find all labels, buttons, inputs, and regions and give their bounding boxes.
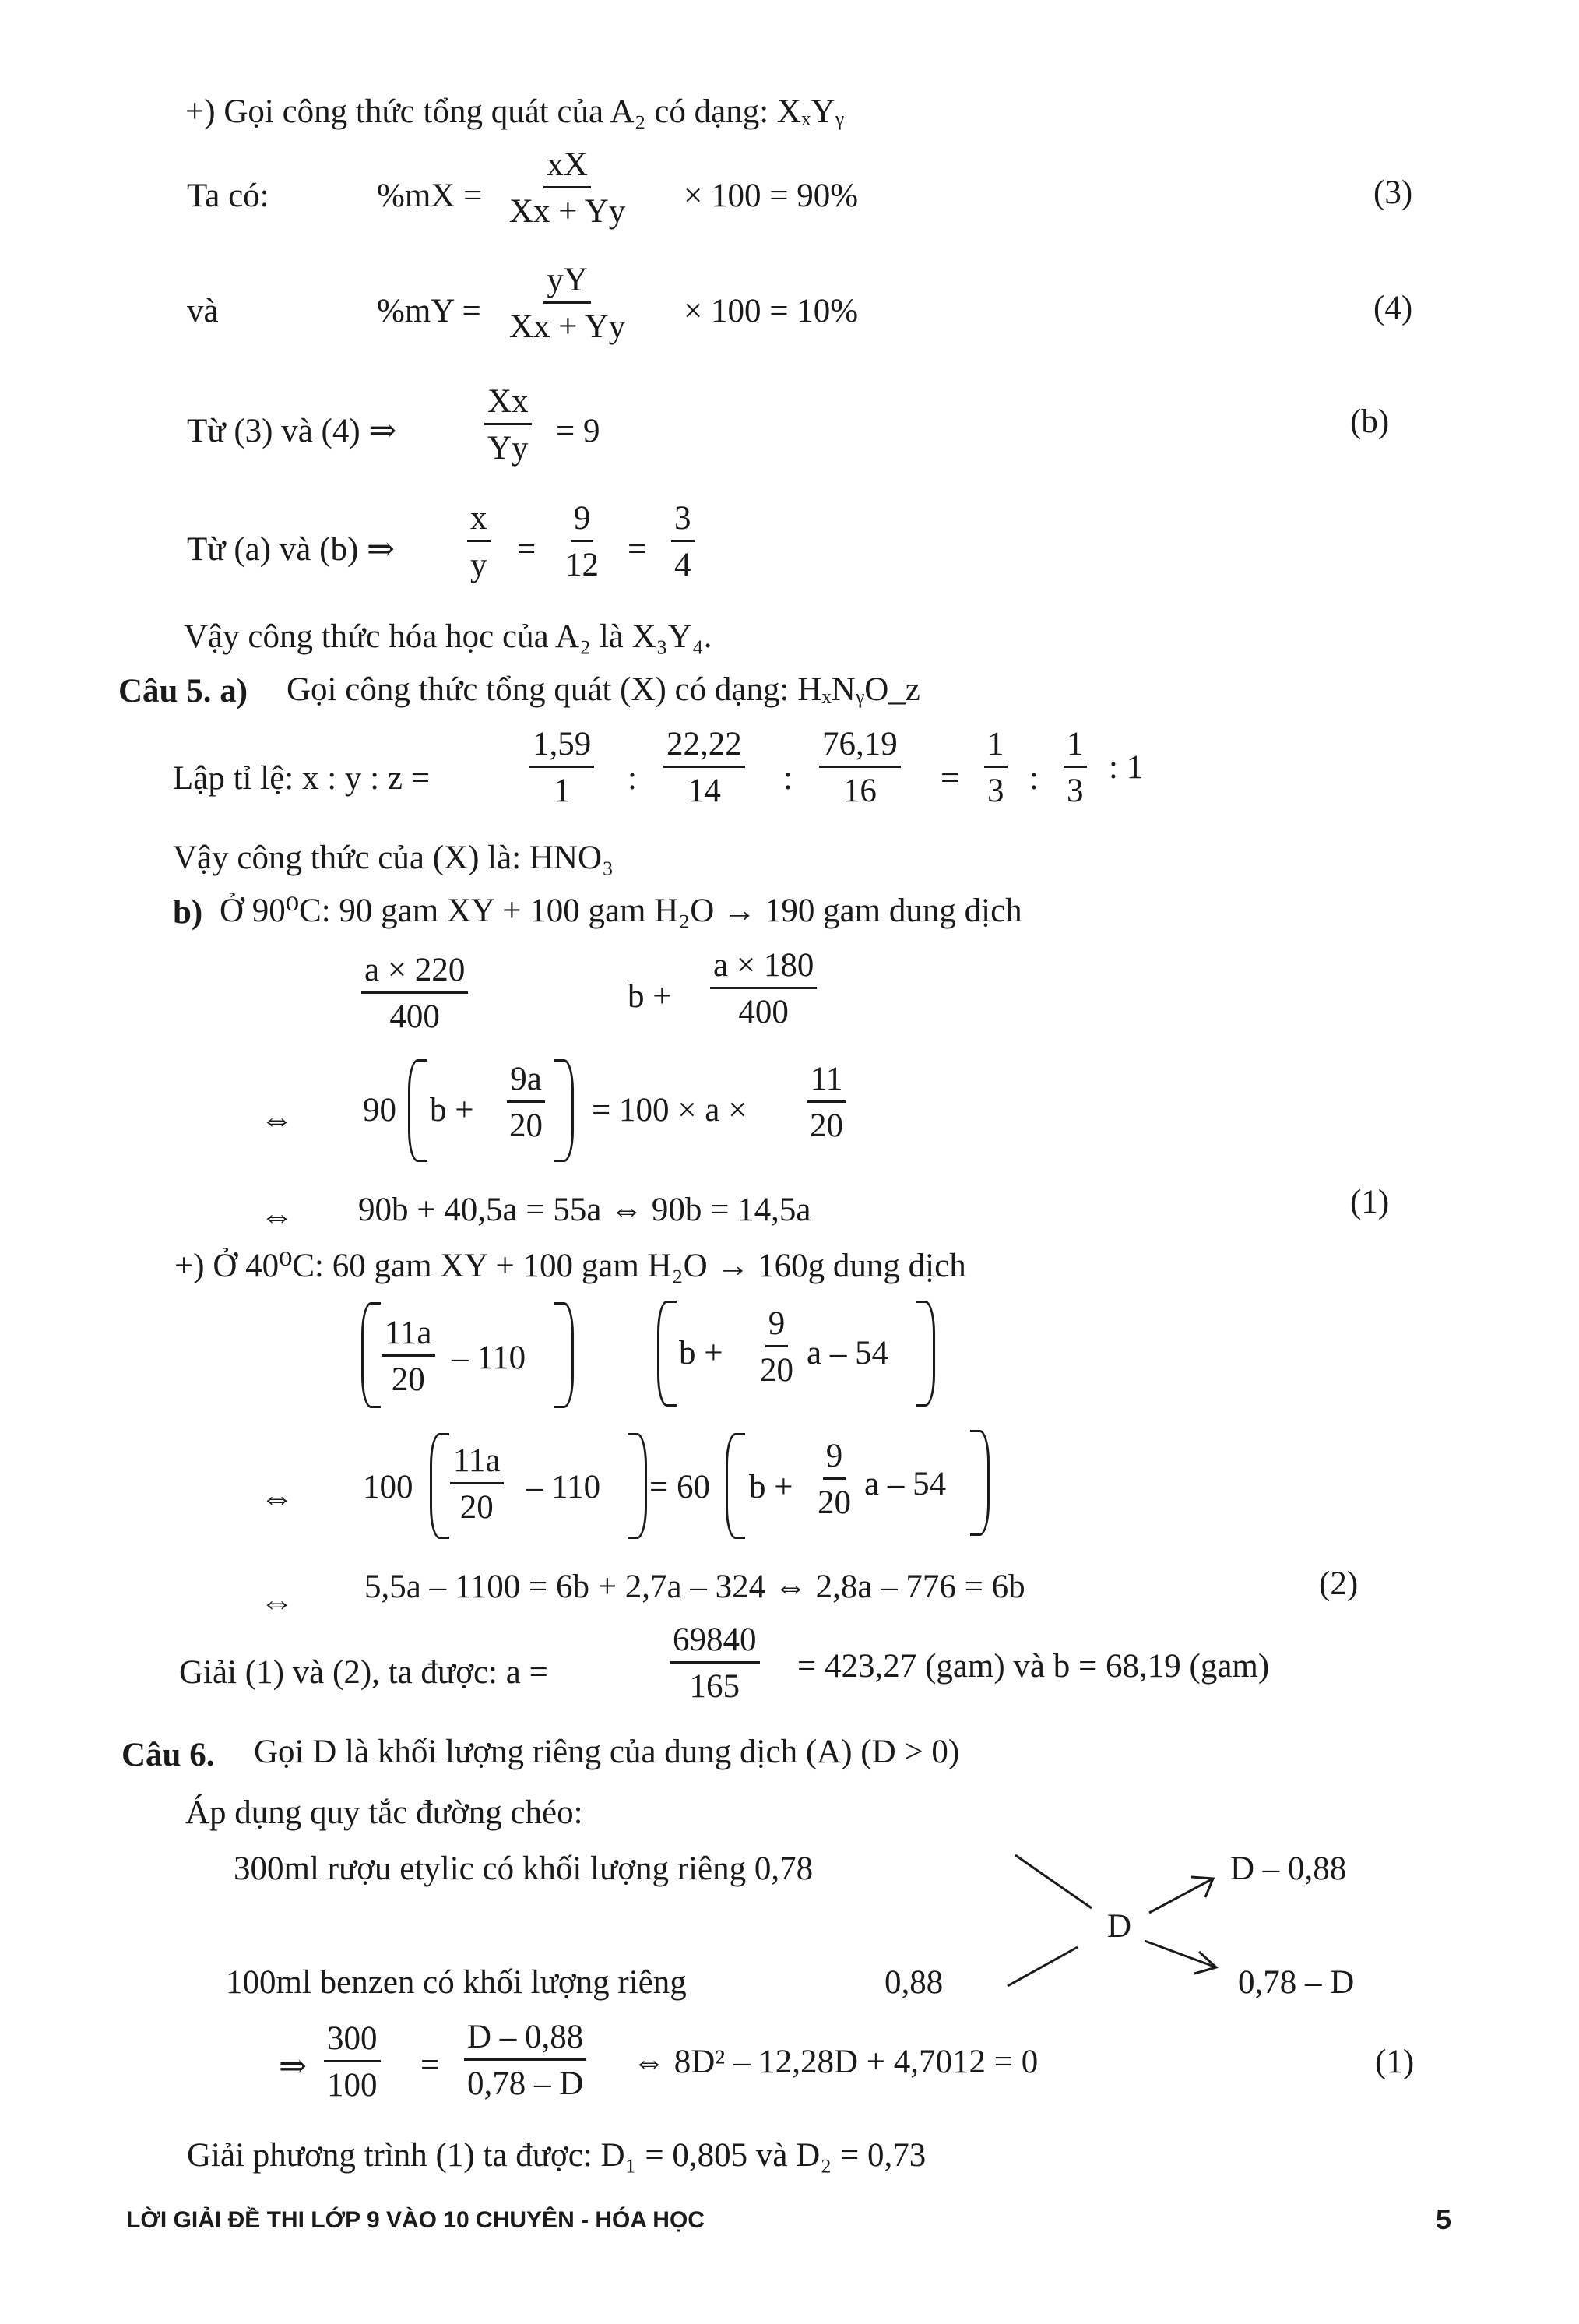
- eq3-label: Ta có:: [187, 178, 269, 214]
- eqab-equals-2: =: [628, 531, 647, 568]
- q5-ratio-n3: 76,19: [819, 727, 901, 768]
- q5b-frac-a220-num: a × 220: [361, 953, 468, 994]
- e1-rhs: = 100 × a ×: [592, 1092, 747, 1129]
- eqb-tag: (b): [1350, 403, 1390, 440]
- q5-ratio-d2: 14: [687, 773, 721, 809]
- q5-ratio-d1: 1: [553, 773, 571, 809]
- diag-arrow-bottom: [1145, 1941, 1216, 1967]
- q5b-frac-a220-den: 400: [389, 998, 440, 1035]
- q5-solution-post: = 423,27 (gam) và b = 68,19 (gam): [797, 1648, 1270, 1685]
- p2-frac-den: 20: [760, 1352, 793, 1389]
- eq3-rhs: × 100 = 90%: [684, 178, 859, 214]
- eqb-denominator: Yy: [487, 430, 529, 467]
- q6-frac2-num: D – 0,88: [464, 2020, 586, 2061]
- q5-ratio-n2: 22,22: [663, 727, 745, 768]
- q6-eq-tag: (1): [1375, 2044, 1415, 2080]
- e1-b: b +: [430, 1092, 474, 1129]
- e4-text: 5,5a – 1100 = 6b + 2,7a – 324 ⇔ 2,8a – 776 = 6b: [364, 1569, 1025, 1605]
- e2-equiv-symbol: ⇔: [260, 1198, 294, 1234]
- q6-row1: 300ml rượu etylic có khối lượng riêng 0,78: [234, 1850, 814, 1887]
- q5a-text: Gọi công thức tổng quát (X) có dạng: HₓNᵧO_z: [287, 671, 920, 708]
- eqb-label: Từ (3) và (4) ⇒: [187, 413, 397, 449]
- q5-ratio-n4: 1: [984, 727, 1008, 768]
- eq3-numerator: xX: [543, 148, 591, 188]
- q6-out2: 0,78 – D: [1238, 1964, 1355, 2001]
- a2-conclusion: Vậy công thức hóa học của A₂ là X₃Y₄.: [184, 618, 712, 655]
- q6-row2-value: 0,88: [884, 1964, 944, 2001]
- e3-end: a – 54: [864, 1466, 947, 1502]
- page-number: 5: [1436, 2203, 1452, 2235]
- q6-text: Gọi D là khối lượng riêng của dung dịch (A) (D > 0): [254, 1734, 960, 1770]
- q5-solution-num: 69840: [670, 1623, 760, 1664]
- e1-frac-den: 20: [509, 1107, 543, 1144]
- q6-out1: D – 0,88: [1230, 1850, 1347, 1887]
- e1-equiv-symbol: ⇔: [260, 1101, 294, 1138]
- e3-equiv-symbol: ⇔: [260, 1480, 294, 1516]
- q5b-f2-prefix: b +: [628, 978, 672, 1015]
- q6-row2: 100ml benzen có khối lượng riêng: [226, 1964, 687, 2001]
- e3-frac-den: 20: [459, 1489, 494, 1526]
- q5-ratio-label: Lập tỉ lệ: x : y : z =: [173, 760, 430, 797]
- e3-prefix: 100: [363, 1469, 413, 1505]
- q6-eq-rhs: ⇔ 8D² – 12,28D + 4,7012 = 0: [632, 2044, 1039, 2080]
- e2-tag: (1): [1350, 1184, 1390, 1220]
- q6-frac2-den: 0,78 – D: [467, 2065, 584, 2102]
- eq3-lhs: %mX =: [377, 178, 483, 214]
- e1-frac-num: 9a: [507, 1062, 545, 1103]
- q5-ratio-n5: 1: [1064, 727, 1087, 768]
- eqab-n1: x: [467, 502, 491, 542]
- e3-frac-num: 11a: [450, 1444, 504, 1484]
- p1-frac-den: 20: [391, 1361, 425, 1398]
- q6-frac-D: [464, 2020, 586, 2100]
- eqab-n3: 3: [671, 502, 695, 542]
- eq4-tag: (4): [1373, 290, 1413, 326]
- e2-text: 90b + 40,5a = 55a ⇔ 90b = 14,5a: [358, 1192, 811, 1228]
- eqab-n2: 9: [571, 502, 594, 542]
- e4-equiv-symbol: ⇔: [260, 1584, 294, 1621]
- e3-frac2-den: 20: [818, 1484, 851, 1521]
- eq3-tag: (3): [1373, 174, 1413, 211]
- p2-frac-num: 9: [765, 1307, 789, 1347]
- q5-solution-den: 165: [689, 1668, 740, 1705]
- e1-prefix: 90: [363, 1092, 396, 1129]
- e3-frac2-num: 9: [823, 1439, 846, 1480]
- e1-frac2-num: 11: [807, 1062, 846, 1103]
- e1-frac2-den: 20: [810, 1107, 843, 1144]
- q6-frac1-num: 300: [324, 2022, 381, 2062]
- eqab-d3: 4: [674, 547, 691, 583]
- p1-frac-num: 11a: [382, 1316, 435, 1357]
- intro-line: +) Gọi công thức tổng quát của A₂ có dạng: XₓYᵧ: [185, 93, 844, 130]
- q6-eq-symbol: ⇒: [279, 2048, 308, 2085]
- q5-ratio-n1: 1,59: [529, 727, 594, 768]
- eq4-lhs: %mY =: [377, 293, 481, 329]
- q5-ratio-d3: 16: [842, 773, 877, 809]
- q5b-text: Ở 90⁰C: 90 gam XY + 100 gam H₂O → 190 gam dung dịch: [220, 893, 1022, 929]
- q5-sep-1: :: [628, 760, 637, 797]
- e3-mid: – 110: [526, 1469, 601, 1505]
- diag-line-bottom-left: [1008, 1947, 1078, 1986]
- e4-tag: (2): [1319, 1565, 1359, 1602]
- p2-prefix: b +: [679, 1335, 723, 1372]
- eq4-denominator: Xx + Yy: [509, 308, 626, 345]
- q6-frac1-den: 100: [327, 2067, 378, 2104]
- eqb-rhs: = 9: [556, 413, 600, 449]
- q5-heading: Câu 5. a): [118, 673, 248, 710]
- q5-sep-3: :: [1029, 760, 1039, 797]
- eqab-label: Từ (a) và (b) ⇒: [187, 531, 396, 568]
- footer-title: LỜI GIẢI ĐỀ THI LỚP 9 VÀO 10 CHUYÊN - HÓA HỌC: [126, 2207, 705, 2233]
- q5-ratio-d4: 3: [987, 773, 1004, 809]
- eqb-numerator: Xx: [484, 385, 532, 425]
- diag-arrow-top: [1149, 1879, 1213, 1913]
- eqab-d2: 12: [565, 547, 599, 583]
- q5a-conclusion: Vậy công thức của (X) là: HNO₃: [173, 840, 614, 876]
- eq4-rhs: × 100 = 10%: [684, 293, 859, 329]
- q6-heading: Câu 6.: [121, 1737, 215, 1773]
- eq4-label: và: [187, 293, 219, 329]
- q5-sep-4: : 1: [1109, 749, 1144, 786]
- q6-frac-300-100: [324, 2022, 381, 2102]
- p2-rest: a – 54: [807, 1335, 889, 1372]
- eq4-numerator: yY: [543, 263, 591, 304]
- eqab-d1: y: [470, 547, 487, 583]
- eq3-denominator: Xx + Yy: [509, 193, 626, 230]
- q6-rule: Áp dụng quy tắc đường chéo:: [185, 1794, 583, 1831]
- e3-b: b +: [749, 1469, 793, 1505]
- q5b-40c-text: +) Ở 40⁰C: 60 gam XY + 100 gam H₂O → 160g dung dịch: [174, 1248, 966, 1284]
- q6-equals: =: [420, 2047, 440, 2083]
- q6-center-D: D: [1107, 1908, 1132, 1945]
- q6-solve: Giải phương trình (1) ta được: D₁ = 0,805 và D₂ = 0,73: [187, 2137, 927, 2174]
- q5b-heading: b): [173, 894, 203, 931]
- eqab-equals-1: =: [517, 531, 536, 568]
- q5-solution-prefix: Giải (1) và (2), ta được: a =: [179, 1654, 548, 1691]
- q5b-frac-a180-den: 400: [738, 994, 789, 1030]
- q5-sep-2: :: [783, 760, 793, 797]
- diag-line-top-left: [1015, 1855, 1092, 1908]
- p1-rest: – 110: [452, 1340, 526, 1376]
- q5-ratio-equals: =: [941, 760, 960, 797]
- q5b-frac-a180-num: a × 180: [710, 949, 817, 989]
- e3-equals: = 60: [649, 1469, 711, 1505]
- q5-ratio-d5: 3: [1067, 773, 1084, 809]
